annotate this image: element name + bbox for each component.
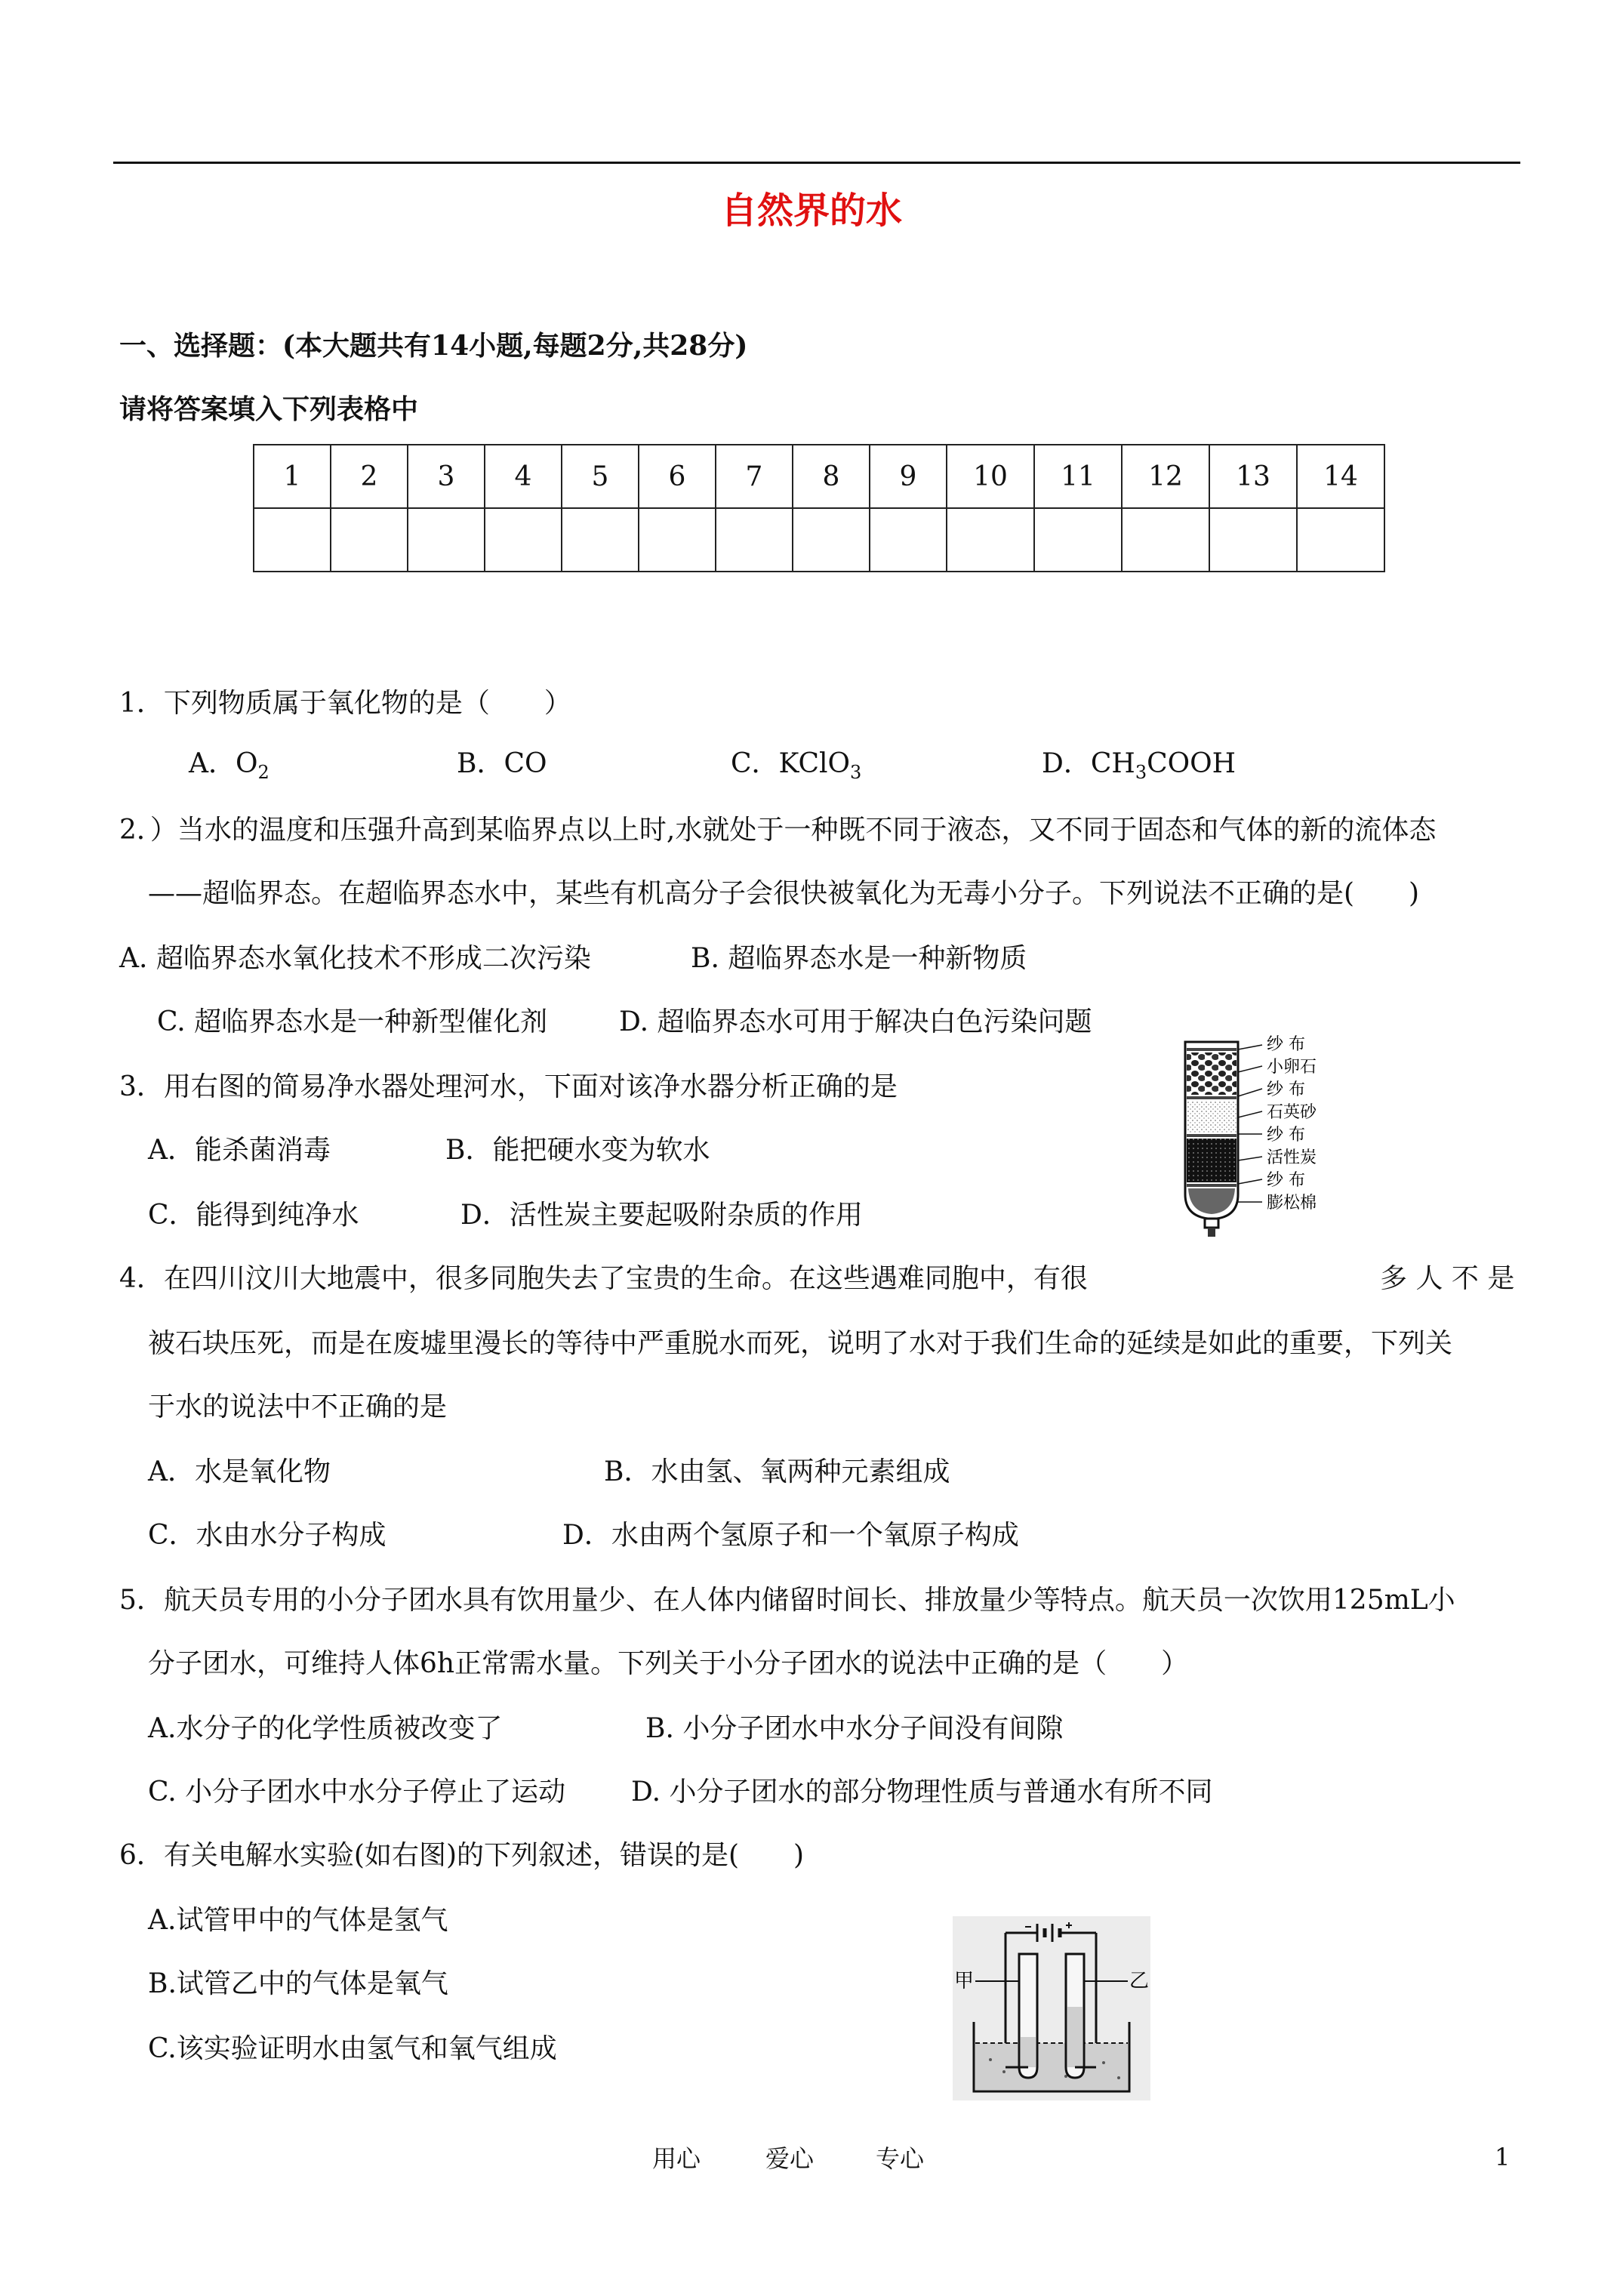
q2-line2: ——超临界态。在超临界态水中，某些有机高分子会很快被氧化为无毒小分子。下列说法不正确的是( ) xyxy=(148,878,1420,909)
answer-cell[interactable] xyxy=(793,508,870,572)
answer-cell[interactable] xyxy=(870,508,947,572)
q4-line1a: 4．在四川汶川大地震中，很多同胞失去了宝贵的生命。在这些遇难同胞中，有很 xyxy=(119,1263,1088,1294)
footer-word-2: 爱心 xyxy=(765,2144,815,2173)
answer-cell[interactable] xyxy=(331,508,408,572)
q6-option-c: C.该实验证明水由氢气和氧气组成 xyxy=(148,2033,557,2064)
q4-option-a: A．水是氧化物 xyxy=(148,1456,331,1487)
filter-label-activated-carbon: 活性炭 xyxy=(1267,1148,1317,1167)
q3-stem: 3．用右图的简易净水器处理河水，下面对该净水器分析正确的是 xyxy=(119,1071,898,1102)
answer-header-cell: 4 xyxy=(485,445,562,508)
q2-option-d: D. 超临界态水可用于解决白色污染问题 xyxy=(619,1006,1092,1037)
answer-header-cell: 5 xyxy=(562,445,639,508)
q4-option-d: D．水由两个氢原子和一个氧原子构成 xyxy=(562,1520,1019,1551)
q6-option-a: A.试管甲中的气体是氢气 xyxy=(148,1905,448,1936)
q1-option-a-sub: 2 xyxy=(257,762,269,784)
q5-option-a: A.水分子的化学性质被改变了 xyxy=(148,1713,503,1744)
q6-stem: 6．有关电解水实验(如右图)的下列叙述，错误的是( ) xyxy=(119,1840,805,1871)
q1-option-d xyxy=(1042,747,1236,789)
answer-header-cell: 10 xyxy=(947,445,1034,508)
section-heading: 一、选择题：(本大题共有14小题,每题2分,共28分) xyxy=(119,330,748,362)
answer-cell[interactable] xyxy=(716,508,793,572)
q1-option-c-text: C．KClO xyxy=(731,748,851,779)
answer-cell[interactable] xyxy=(408,508,485,572)
q1-option-d-sub: 3 xyxy=(1135,762,1147,784)
answer-header-cell: 7 xyxy=(716,445,793,508)
answer-header-cell: 14 xyxy=(1297,445,1384,508)
answer-cell[interactable] xyxy=(1209,508,1297,572)
q3-option-c: C．能得到纯净水 xyxy=(148,1200,359,1231)
q5-option-c: C. 小分子团水中水分子停止了运动 xyxy=(148,1777,566,1808)
water-filter-drawing xyxy=(1178,1028,1359,1240)
filter-label-quartz-sand: 石英砂 xyxy=(1267,1103,1317,1122)
answer-instruction: 请将答案填入下列表格中 xyxy=(119,393,419,425)
page-number: 1 xyxy=(1495,2143,1511,2171)
page-title: 自然界的水 xyxy=(720,190,902,232)
answer-cell[interactable] xyxy=(562,508,639,572)
q1-stem: 1．下列物质属于氧化物的是（ ） xyxy=(119,688,571,719)
q1-option-c xyxy=(731,747,861,789)
filter-label-pebbles: 小卵石 xyxy=(1267,1058,1317,1077)
header-rule xyxy=(113,162,1520,164)
q3-option-b: B．能把硬水变为软水 xyxy=(445,1135,710,1166)
q4-option-b: B．水由氢、氧两种元素组成 xyxy=(604,1456,950,1487)
q2-line1: 2．）当水的温度和压强升高到某临界点以上时,水就处于一种既不同于液态，又不同于固态和气体的新的流体态 xyxy=(119,815,1437,846)
footer-word-1: 用心 xyxy=(652,2144,701,2173)
q5-line1: 5．航天员专用的小分子团水具有饮用量少、在人体内储留时间长、排放量少等特点。航天员一次饮用125mL小 xyxy=(119,1585,1455,1616)
footer-word-3: 专心 xyxy=(876,2144,925,2173)
filter-label-cotton: 膨松棉 xyxy=(1267,1194,1317,1213)
answer-cell[interactable] xyxy=(1297,508,1384,572)
filter-label-gauze-4: 纱 布 xyxy=(1267,1171,1305,1190)
q2-option-b: B. 超临界态水是一种新物质 xyxy=(691,943,1027,974)
q1-option-d-post: COOH xyxy=(1147,748,1236,779)
filter-label-gauze-3: 纱 布 xyxy=(1267,1126,1305,1145)
answer-cell[interactable] xyxy=(639,508,716,572)
q3-option-a: A．能杀菌消毒 xyxy=(148,1135,331,1166)
answer-cell[interactable] xyxy=(1122,508,1209,572)
q4-line3: 于水的说法中不正确的是 xyxy=(148,1391,448,1422)
answer-table-input-row xyxy=(254,508,1384,572)
electrolysis-label-right: 乙 xyxy=(1129,1970,1150,1992)
electrolysis-label-left: 甲 xyxy=(954,1970,975,1992)
water-filter-figure xyxy=(1178,1028,1359,1240)
q4-line1b: 多 人 不 是 xyxy=(1380,1263,1515,1294)
answer-header-cell: 9 xyxy=(870,445,947,508)
q1-option-a-text: A．O xyxy=(189,748,258,779)
electrolysis-figure xyxy=(953,1916,1150,2100)
answer-header-cell: 1 xyxy=(254,445,331,508)
q3-option-d: D．活性炭主要起吸附杂质的作用 xyxy=(460,1200,863,1231)
answer-header-cell: 3 xyxy=(408,445,485,508)
q4-line2: 被石块压死，而是在废墟里漫长的等待中严重脱水而死，说明了水对于我们生命的延续是如此的重要，下列关 xyxy=(148,1328,1453,1359)
q4-option-c: C．水由水分子构成 xyxy=(148,1520,387,1551)
q1-option-c-sub: 3 xyxy=(850,762,862,784)
answer-header-cell: 12 xyxy=(1122,445,1209,508)
q5-option-b: B. 小分子团水中水分子间没有间隙 xyxy=(645,1713,1064,1744)
q5-line2: 分子团水，可维持人体6h正常需水量。下列关于小分子团水的说法中正确的是（ ） xyxy=(148,1648,1189,1679)
answer-header-cell: 8 xyxy=(793,445,870,508)
answer-header-cell: 13 xyxy=(1209,445,1297,508)
answer-cell[interactable] xyxy=(947,508,1034,572)
answer-header-cell: 6 xyxy=(639,445,716,508)
answer-cell[interactable] xyxy=(485,508,562,572)
answer-table-header-row xyxy=(254,445,1384,508)
answer-header-cell: 11 xyxy=(1034,445,1122,508)
answer-header-cell: 2 xyxy=(331,445,408,508)
q2-option-c: C. 超临界态水是一种新型催化剂 xyxy=(157,1006,548,1037)
q1-option-a xyxy=(189,747,269,789)
answer-cell[interactable] xyxy=(254,508,331,572)
filter-label-gauze-1: 纱 布 xyxy=(1267,1035,1305,1054)
answer-table xyxy=(253,444,1385,572)
q5-option-d: D. 小分子团水的部分物理性质与普通水有所不同 xyxy=(631,1777,1213,1808)
q2-option-a: A. 超临界态水氧化技术不形成二次污染 xyxy=(119,943,591,974)
electrolysis-drawing xyxy=(953,1916,1150,2100)
q1-option-b: B．CO xyxy=(457,748,547,779)
q6-option-b: B.试管乙中的气体是氧气 xyxy=(148,1968,448,1999)
filter-label-gauze-2: 纱 布 xyxy=(1267,1080,1305,1099)
answer-cell[interactable] xyxy=(1034,508,1122,572)
q1-option-d-pre: D．CH xyxy=(1042,748,1135,779)
